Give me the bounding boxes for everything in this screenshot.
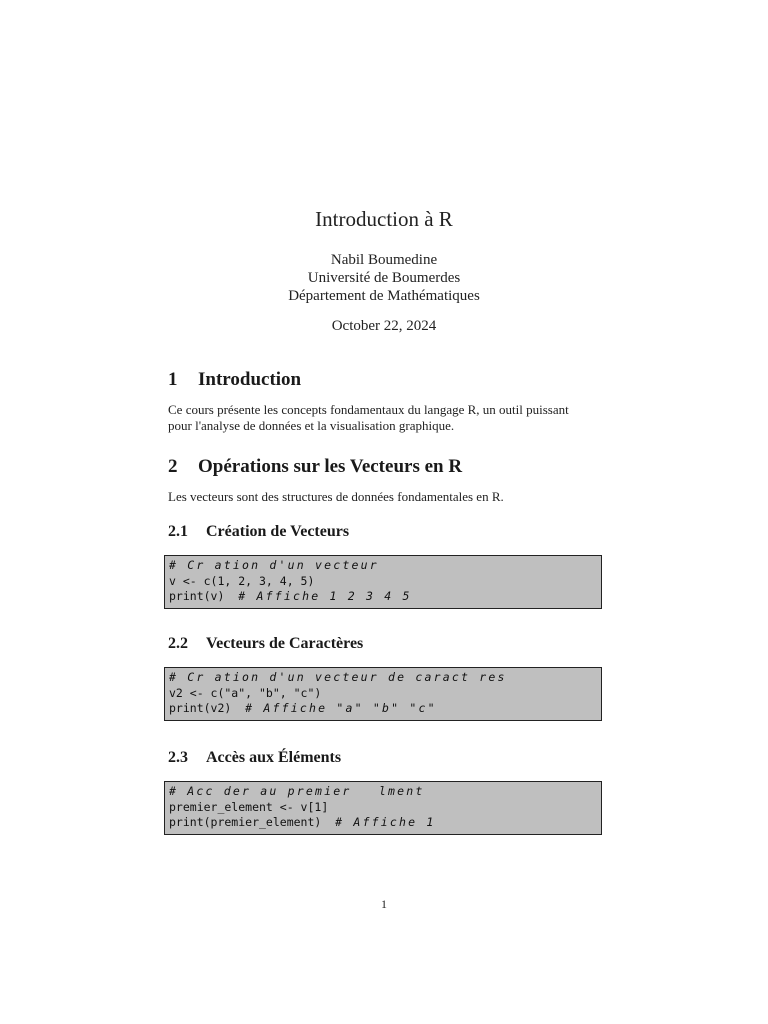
section-paragraph (168, 402, 608, 434)
subsection-heading-creation (168, 523, 349, 541)
code-comment: # Affiche "a" "b" "c" (245, 701, 437, 715)
code-block (164, 667, 602, 721)
subsection-title: Accès aux Éléments (206, 749, 342, 766)
section-title: Introduction (198, 369, 302, 390)
department: Département de Mathématiques (288, 288, 480, 304)
subsection-heading-element-access (168, 749, 341, 767)
code-line (169, 589, 597, 605)
code-line (169, 815, 597, 831)
page-number: 1 (381, 897, 387, 911)
subsection-title: Création de Vecteurs (206, 523, 350, 540)
subsection-number: 2.2 (168, 635, 188, 652)
section-number: 2 (168, 456, 178, 477)
code-comment: # Acc der au premier lment (169, 784, 425, 798)
section-paragraph: Les vecteurs sont des structures de données fondamentales en R. (168, 489, 504, 504)
section-title: Opérations sur les Vecteurs en R (198, 456, 463, 477)
code-text: print(v2) (169, 701, 246, 715)
code-line: v2 <- c("a", "b", "c") (169, 685, 322, 700)
subsection-number: 2.3 (168, 749, 188, 766)
code-comment: # Cr ation d'un vecteur de caract res (169, 670, 507, 684)
subsection-title: Vecteurs de Caractères (206, 635, 364, 652)
code-comment: # Affiche 1 (335, 815, 436, 829)
author-name: Nabil Boumedine (330, 252, 438, 268)
subsection-number: 2.1 (168, 523, 188, 540)
code-comment: # Affiche 1 2 3 4 5 (238, 589, 412, 603)
code-line: premier_element <- v[1] (169, 799, 329, 814)
author-block (0, 251, 768, 305)
section-heading-introduction (168, 369, 301, 391)
code-block (164, 781, 602, 835)
section-heading-vectors (168, 456, 462, 478)
document-title: Introduction à R (315, 207, 453, 231)
code-block (164, 555, 602, 609)
code-comment: # Cr ation d'un vecteur (169, 558, 379, 572)
section-number: 1 (168, 369, 178, 390)
code-line: v <- c(1, 2, 3, 4, 5) (169, 573, 315, 588)
code-text: print(premier_element) (169, 815, 336, 829)
code-text: print(v) (169, 589, 239, 603)
document-date: October 22, 2024 (331, 318, 437, 334)
subsection-heading-character-vectors (168, 635, 363, 653)
paragraph-line: Ce cours présente les concepts fondamentaux du langage R, un outil puissant (168, 402, 569, 417)
code-line (169, 701, 597, 717)
paragraph-line: pour l'analyse de données et la visualisation graphique. (168, 418, 455, 433)
affiliation: Université de Boumerdes (307, 270, 461, 286)
